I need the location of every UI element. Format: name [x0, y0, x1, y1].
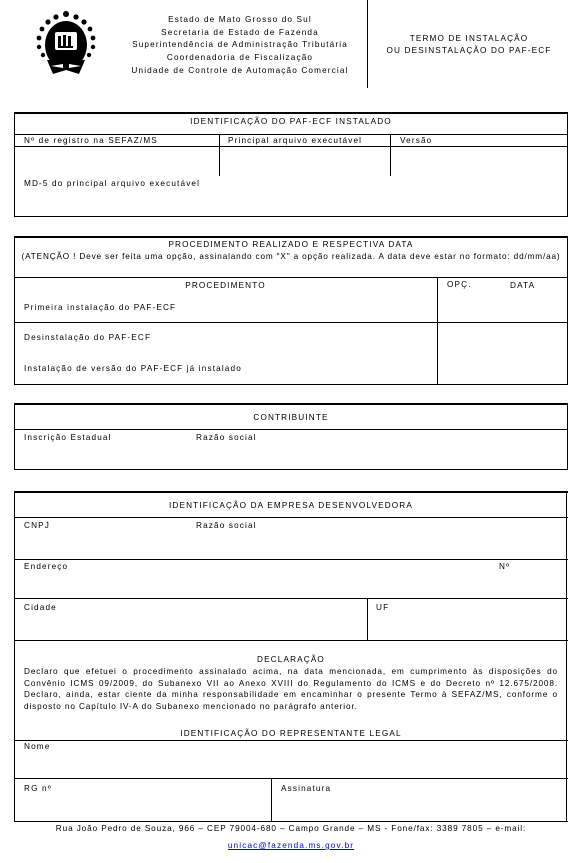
section-contribuinte-title: CONTRIBUINTE — [253, 413, 329, 422]
ie-label: Inscrição Estadual — [24, 433, 112, 442]
versao-label: Versão — [400, 136, 433, 145]
divider — [390, 134, 391, 176]
org-lines — [115, 14, 365, 78]
representante-title: IDENTIFICAÇÃO DO REPRESENTANTE LEGAL — [180, 729, 402, 738]
divider — [271, 778, 272, 822]
nome-field[interactable] — [16, 752, 564, 776]
divider — [14, 134, 568, 135]
form-title — [368, 33, 570, 56]
endereco-field[interactable] — [16, 573, 564, 595]
empresa-razao-field[interactable] — [190, 532, 564, 556]
section-paf-title: IDENTIFICAÇÃO DO PAF-ECF INSTALADO — [190, 117, 392, 126]
divider — [367, 598, 368, 640]
divider — [14, 821, 568, 822]
rg-field[interactable] — [16, 795, 268, 819]
arquivo-label: Principal arquivo executável — [228, 136, 363, 145]
divider — [219, 134, 220, 176]
divider — [14, 640, 568, 641]
divider — [14, 146, 568, 147]
col-procedimento: PROCEDIMENTO — [185, 281, 266, 290]
nome-label: Nome — [24, 742, 51, 751]
razao-field[interactable] — [190, 444, 564, 466]
razao-label: Razão social — [196, 433, 257, 442]
endereco-label: Endereço — [24, 562, 69, 571]
divider — [14, 598, 568, 599]
col-data: DATA — [510, 281, 536, 290]
footer-email-wrap — [14, 835, 568, 853]
org-line: Coordenadoria de Fiscalização — [166, 53, 314, 63]
cnpj-field[interactable] — [16, 532, 186, 556]
divider — [14, 517, 568, 518]
cnpj-label: CNPJ — [24, 521, 50, 530]
assinatura-label: Assinatura — [281, 784, 332, 793]
ie-field[interactable] — [16, 444, 186, 466]
assinatura-field[interactable] — [274, 795, 564, 819]
opcao-data-field-primeira[interactable] — [440, 292, 564, 320]
divider — [14, 322, 568, 323]
org-line: Superintendência de Administração Tributária — [132, 40, 348, 50]
cidade-label: Cidade — [24, 603, 57, 612]
option-desinstalacao: Desinstalação do PAF-ECF — [24, 333, 152, 342]
org-line: Estado de Mato Grosso do Sul — [168, 15, 312, 24]
registro-field[interactable] — [16, 148, 216, 174]
form-title-line: TERMO DE INSTALAÇÃO — [409, 34, 529, 43]
rg-label: RG nº — [24, 784, 52, 793]
col-opcao: OPÇ. — [447, 280, 472, 289]
uf-label: UF — [376, 603, 390, 612]
uf-field[interactable] — [370, 614, 564, 638]
divider — [14, 277, 568, 278]
footer-email-link[interactable]: unicac@fazenda.ms.gov.br — [227, 841, 355, 850]
section-procedimento-title: PROCEDIMENTO REALIZADO E RESPECTIVA DATA — [168, 240, 414, 249]
divider — [14, 559, 568, 560]
option-primeira-instalacao: Primeira instalação do PAF-ECF — [24, 303, 177, 312]
md5-label: MD-5 do principal arquivo executável — [24, 179, 201, 188]
divider — [14, 740, 568, 741]
divider — [14, 429, 568, 430]
divider — [14, 778, 568, 779]
org-line: Secretaria de Estado de Fazenda — [161, 27, 319, 37]
state-coat-of-arms-icon — [33, 8, 99, 78]
option-instalacao-versao: Instalação de versão do PAF-ECF já instalado — [24, 364, 242, 373]
arquivo-field[interactable] — [222, 148, 387, 174]
footer-address: Rua João Pedro de Souza, 966 – CEP 79004-680 – Campo Grande – MS - Fone/fax: 3389 7805 – e-mail: — [55, 824, 527, 833]
opcao-data-field-desinstalacao[interactable] — [440, 325, 564, 381]
registro-label: Nº de registro na SEFAZ/MS — [24, 136, 158, 145]
section-empresa-title: IDENTIFICAÇÃO DA EMPRESA DESENVOLVEDORA — [169, 501, 413, 510]
declaracao-text: Declaro que efetuei o procedimento assinalado acima, na data mencionada, em cumprimento às disposições do Convênio ICMS 09/2009, do Subanexo VII ao Anexo XVIII do Regulamento do ICMS e do Decreto nº 12.675/2008. Declaro, ainda, estar ciente da minha responsabilidade em encaminhar o presente Termo à SEFAZ/MS, conforme o disposto no Capítulo IV-A do Subanexo mencionado no parágrafo anterior. — [24, 667, 558, 711]
numero-label: Nº — [499, 562, 511, 571]
divider — [437, 277, 438, 384]
md5-field[interactable] — [16, 192, 564, 214]
cidade-field[interactable] — [16, 614, 364, 638]
declaracao-title: DECLARAÇÃO — [257, 655, 325, 664]
org-line: Unidade de Controle de Automação Comercial — [131, 65, 349, 75]
empresa-razao-label: Razão social — [196, 521, 257, 530]
form-title-line: OU DESINSTALAÇÃO DO PAF-ECF — [386, 45, 552, 55]
section-top-border — [14, 491, 568, 493]
procedimento-notice: (ATENÇÃO ! Deve ser feita uma opção, assinalando com "X" a opção realizada. A data deve estar no formato: dd/mm/aa) — [21, 252, 561, 261]
versao-field[interactable] — [393, 148, 563, 174]
